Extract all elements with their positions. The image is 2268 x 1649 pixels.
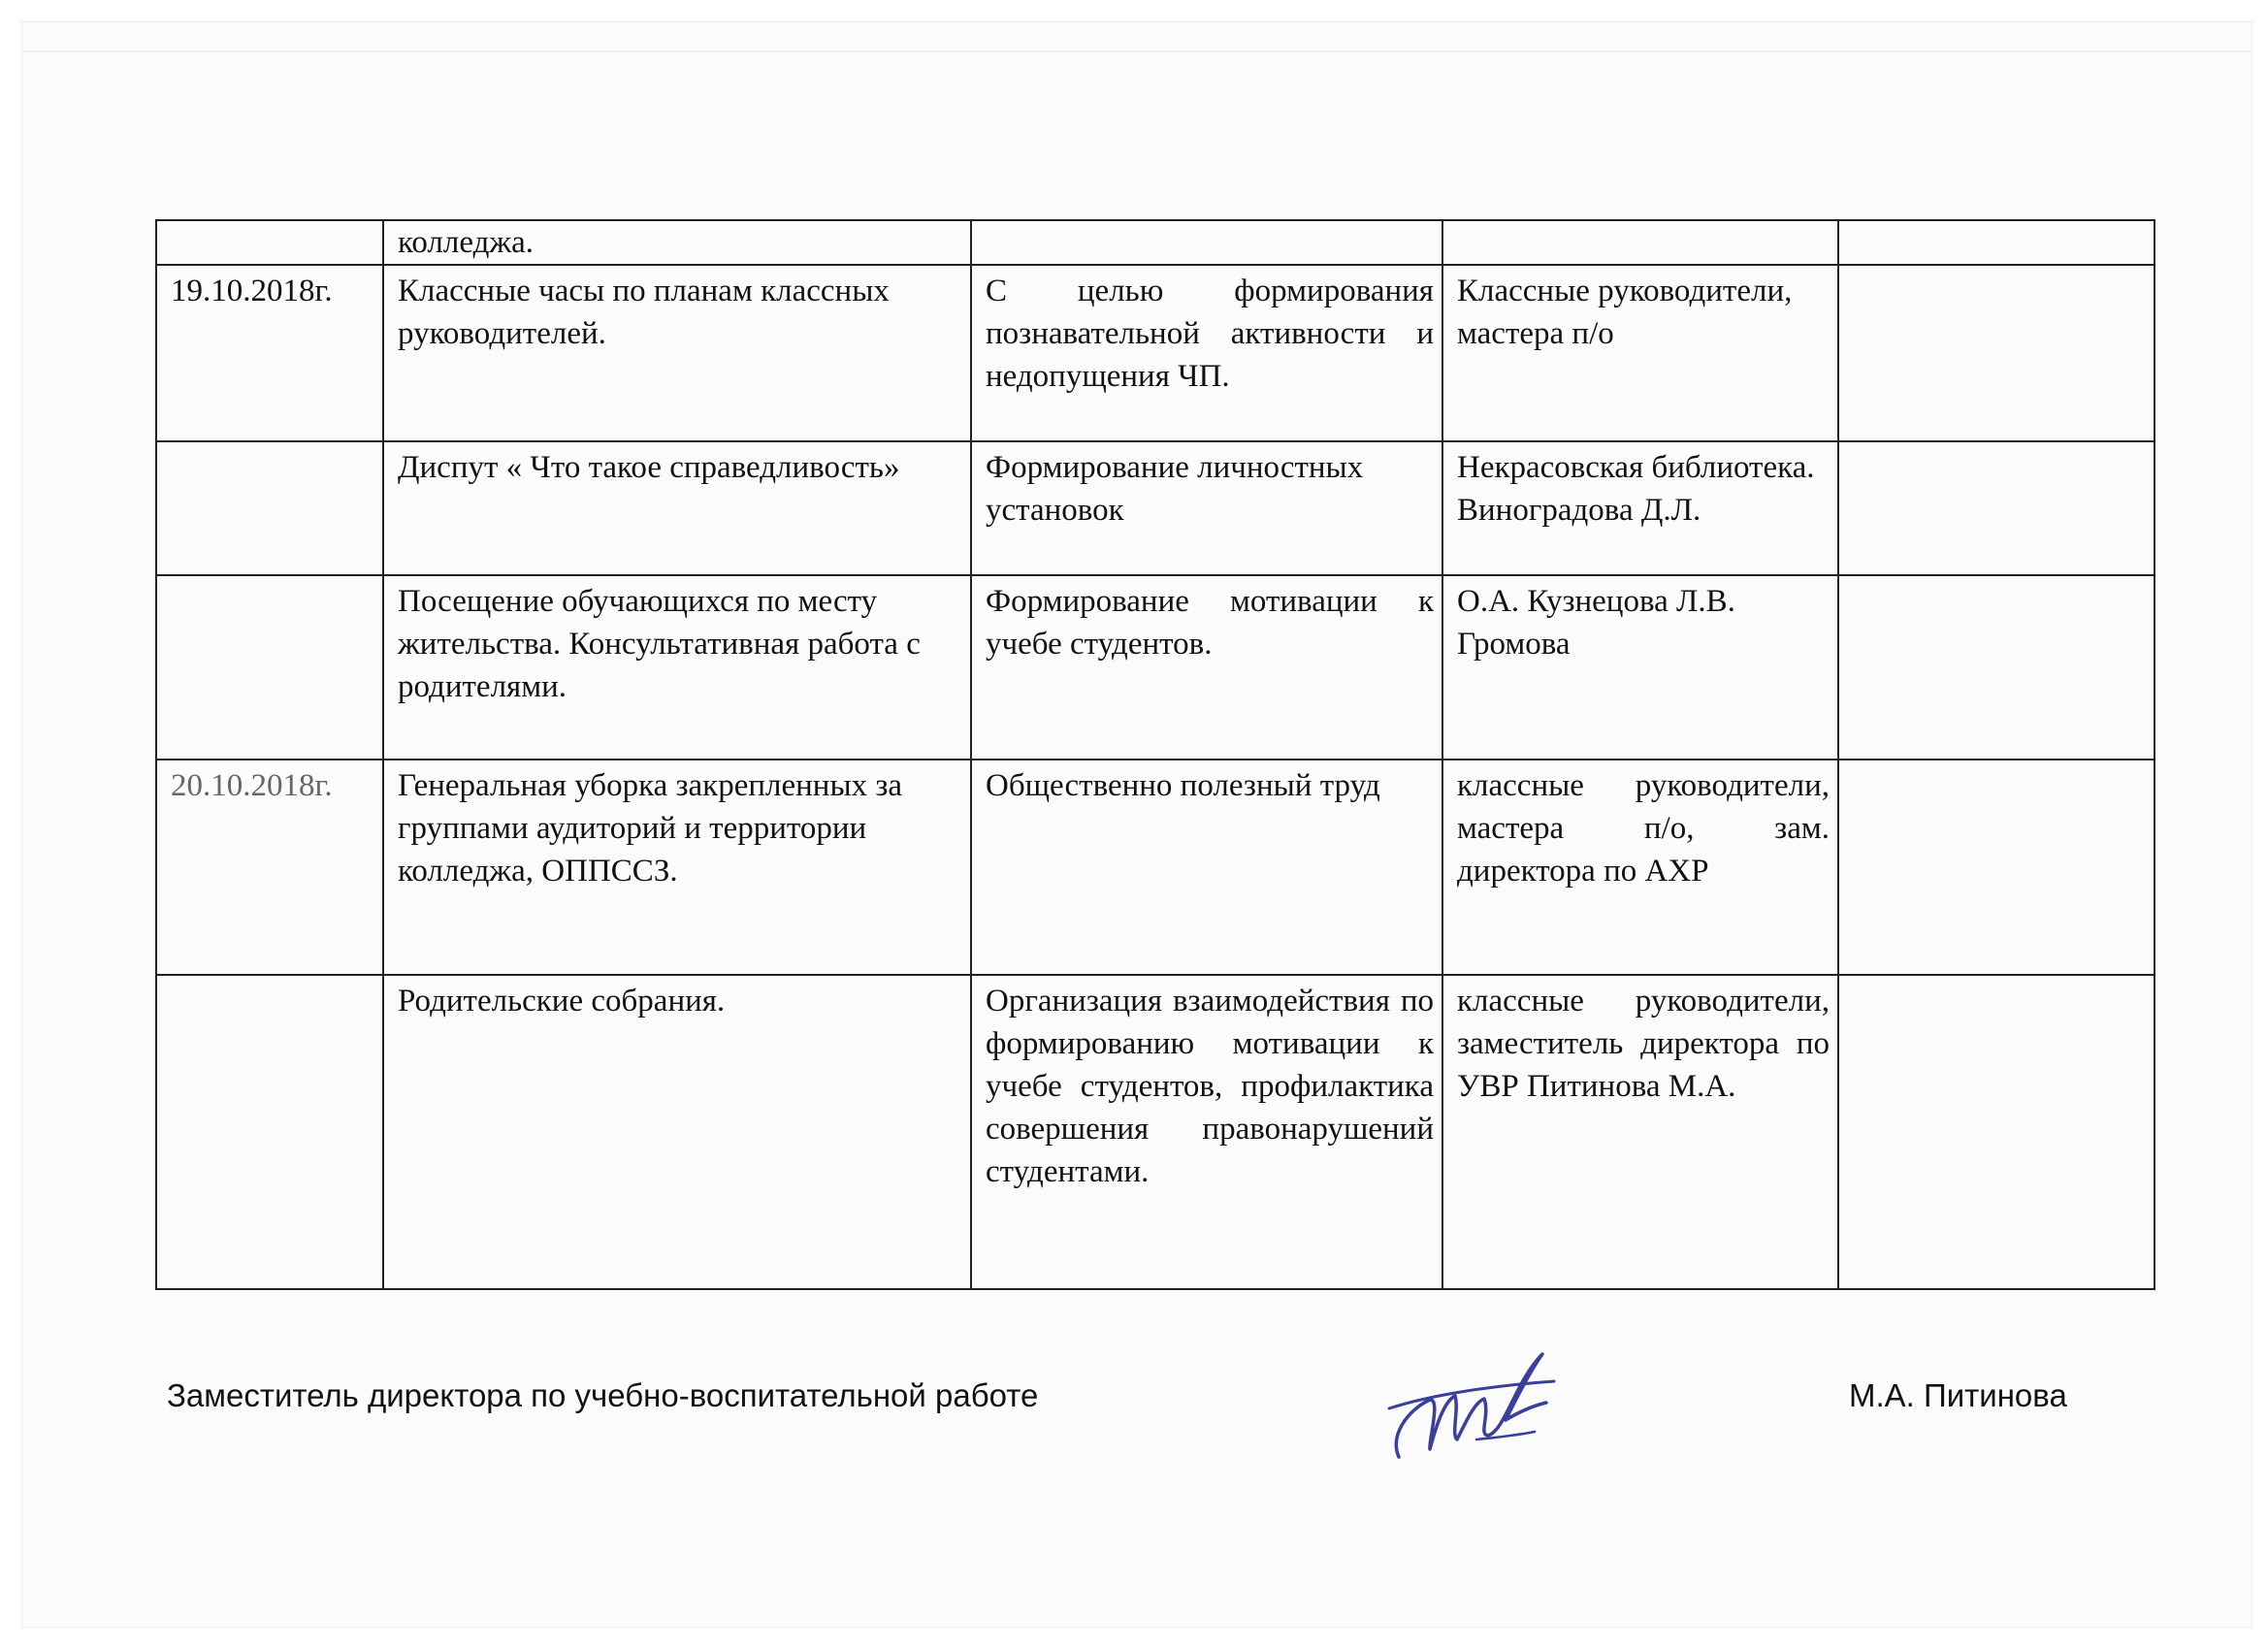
table-row [156, 575, 2155, 760]
note-cell [1838, 265, 2155, 441]
note-cell [1838, 760, 2155, 975]
goal-cell: Формирование личностных установок [971, 441, 1442, 575]
event-cell: Генеральная уборка закрепленных за группами аудиторий и территории колледжа, ОППССЗ. [383, 760, 971, 975]
table-row [156, 265, 2155, 441]
responsible-cell: Некрасовская библиотека. Виноградова Д.Л. [1442, 441, 1838, 575]
goal-cell [971, 220, 1442, 265]
signatory-name: М.А. Питинова [1849, 1377, 2067, 1413]
table-row [156, 760, 2155, 975]
responsible-cell: классные руководители, мастера п/о, зам. директора по АХР [1442, 760, 1838, 975]
date-cell [156, 575, 383, 760]
event-cell: Посещение обучающихся по месту жительства. Консультативная работа с родителями. [383, 575, 971, 760]
note-cell [1838, 441, 2155, 575]
goal-cell: С целью формирования познавательной активности и недопущения ЧП. [971, 265, 1442, 441]
events-table [155, 219, 2155, 1290]
date-cell: 20.10.2018г. [156, 760, 383, 975]
responsible-cell [1442, 220, 1838, 265]
event-cell: колледжа. [383, 220, 971, 265]
date-cell [156, 220, 383, 265]
table-row [156, 220, 2155, 265]
signatory-position: Заместитель директора по учебно-воспитательной работе [167, 1377, 1039, 1413]
event-cell: Диспут « Что такое справедливость» [383, 441, 971, 575]
event-cell: Родительские собрания. [383, 975, 971, 1289]
date-cell [156, 441, 383, 575]
note-cell [1838, 220, 2155, 265]
responsible-cell: Классные руководители, мастера п/о [1442, 265, 1838, 441]
note-cell [1838, 575, 2155, 760]
document-page [21, 21, 2252, 1628]
table-row [156, 975, 2155, 1289]
event-cell: Классные часы по планам классных руководителей. [383, 265, 971, 441]
goal-cell: Формирование мотивации к учебе студентов. [971, 575, 1442, 760]
responsible-cell: классные руководители, заместитель директора по УВР Питинова М.А. [1442, 975, 1838, 1289]
goal-cell: Общественно полезный труд [971, 760, 1442, 975]
signature-image [1370, 1342, 1564, 1469]
note-cell [1838, 975, 2155, 1289]
date-cell [156, 975, 383, 1289]
table-row [156, 441, 2155, 575]
goal-cell: Организация взаимодействия по формированию мотивации к учебе студентов, профилактика совершения правонарушений студентами. [971, 975, 1442, 1289]
responsible-cell: О.А. Кузнецова Л.В. Громова [1442, 575, 1838, 760]
date-cell: 19.10.2018г. [156, 265, 383, 441]
